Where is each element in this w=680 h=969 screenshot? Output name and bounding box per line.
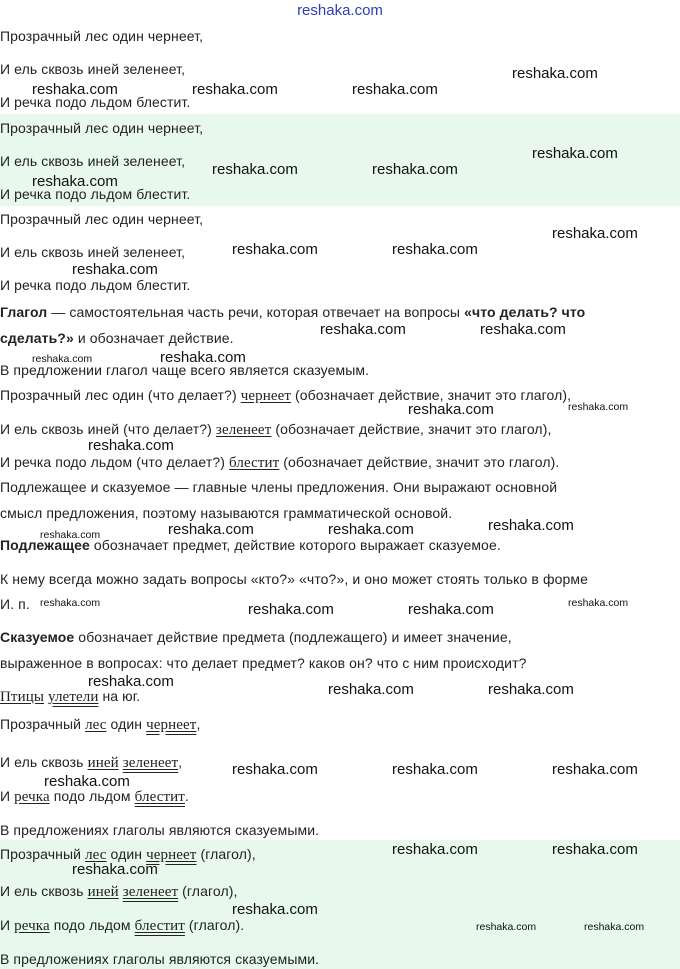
watermark: reshaka.com xyxy=(408,401,494,418)
watermark: reshaka.com xyxy=(552,761,638,778)
watermark: reshaka.com xyxy=(488,517,574,534)
predicate-term: Сказуемое xyxy=(0,629,75,645)
watermark: reshaka.com xyxy=(408,601,494,618)
poem-line: И речка подо льдом блестит. xyxy=(0,186,191,202)
watermark: reshaka.com xyxy=(320,321,406,338)
subject-word: лес xyxy=(85,847,107,863)
watermark: reshaka.com xyxy=(212,161,298,178)
verb-word: зеленеет xyxy=(215,422,272,438)
watermark: reshaka.com xyxy=(512,65,598,82)
watermark: reshaka.com xyxy=(584,921,645,933)
poem-line: И ель сквозь иней зеленеет, xyxy=(0,244,186,260)
watermark: reshaka.com xyxy=(392,761,478,778)
subject-word: Птицы xyxy=(0,689,45,705)
poem-line: И речка подо льдом блестит. xyxy=(0,277,191,293)
watermark: reshaka.com xyxy=(232,241,318,258)
word: И ель сквозь xyxy=(0,883,88,899)
watermark: reshaka.com xyxy=(232,761,318,778)
watermark: reshaka.com xyxy=(40,529,101,541)
subject-term: Подлежащее xyxy=(0,537,90,553)
poem-line: Прозрачный лес один чернеет, xyxy=(0,28,204,44)
poem-line: И речка подо льдом блестит. xyxy=(0,94,191,110)
analysis-line xyxy=(0,421,551,438)
example-sentence xyxy=(0,688,140,705)
analysis-text: (обозначает действие, значит это глагол). xyxy=(279,454,560,470)
predicate-word: улетели xyxy=(48,689,99,705)
verb-def-text: и обозначает действие. xyxy=(73,330,234,346)
word: Прозрачный xyxy=(0,846,86,862)
conclusion: В предложениях глаголы являются сказуемыми. xyxy=(0,822,320,838)
predicate-word: зеленеет xyxy=(122,755,179,771)
watermark: reshaka.com xyxy=(392,841,478,858)
verb-word: чернеет xyxy=(240,388,292,404)
watermark: reshaka.com xyxy=(488,681,574,698)
conclusion: В предложениях глаголы являются сказуемыми. xyxy=(0,951,320,967)
verb-definition-cont xyxy=(0,330,234,346)
watermark: reshaka.com xyxy=(328,521,414,538)
predicate-note: В предложении глагол чаще всего является сказуемым. xyxy=(0,362,370,378)
watermark: reshaka.com xyxy=(32,353,93,365)
word: И ель сквозь xyxy=(0,754,88,770)
verb-questions: сделать?» xyxy=(0,330,74,346)
watermark: reshaka.com xyxy=(476,921,537,933)
watermark: reshaka.com xyxy=(552,225,638,242)
predicate-word: зеленеет xyxy=(122,884,179,900)
watermark: reshaka.com xyxy=(72,261,158,278)
word: И xyxy=(0,917,15,933)
subject-word: речка xyxy=(14,918,50,934)
watermark: reshaka.com xyxy=(32,173,118,190)
verb-def-text: — самостоятельная часть речи, которая отвечает на вопросы xyxy=(47,304,465,320)
verb-term: Глагол xyxy=(0,304,48,320)
word: один xyxy=(106,716,147,732)
watermark: reshaka.com xyxy=(44,773,130,790)
watermark: reshaka.com xyxy=(568,401,629,413)
analysis-text: Прозрачный лес один (что делает?) xyxy=(0,387,241,403)
verb-questions: «что делать? что xyxy=(464,304,586,320)
analysis-text: И ель сквозь иней (что делает?) xyxy=(0,421,216,437)
watermark: reshaka.com xyxy=(160,349,246,366)
predicate-word: блестит xyxy=(134,918,185,934)
punct: , xyxy=(196,716,201,732)
glagol-note: (глагол), xyxy=(178,883,238,899)
predicate-def-text: обозначает действие предмета (подлежащего) и имеет значение, xyxy=(74,629,512,645)
word: Прозрачный xyxy=(0,716,86,732)
poem-line: Прозрачный лес один чернеет, xyxy=(0,120,204,136)
watermark: reshaka.com xyxy=(88,673,174,690)
subject-questions: И. п. xyxy=(0,596,30,612)
subject-word: иней xyxy=(87,755,119,771)
watermark: reshaka.com xyxy=(232,901,318,918)
poem-line: И ель сквозь иней зеленеет, xyxy=(0,61,186,77)
predicate-definition: выраженное в вопросах: что делает предмет? каков он? что с ним происходит? xyxy=(0,655,527,671)
watermark: reshaka.com xyxy=(248,601,334,618)
poem-line: Прозрачный лес один чернеет, xyxy=(0,211,204,227)
analysis-text: (обозначает действие, значит это глагол), xyxy=(271,421,552,437)
watermark: reshaka.com xyxy=(32,81,118,98)
parsed-line xyxy=(0,917,244,934)
watermark: reshaka.com xyxy=(168,521,254,538)
parsed-line xyxy=(0,788,189,805)
word: один xyxy=(106,846,147,862)
watermark: reshaka.com xyxy=(532,145,618,162)
main-members-text: Подлежащее и сказуемое — главные члены предложения. Они выражают основной xyxy=(0,479,558,495)
parsed-line xyxy=(0,883,237,900)
watermark: reshaka.com xyxy=(352,81,438,98)
punct: , xyxy=(178,754,183,770)
word: И xyxy=(0,788,15,804)
subject-word: иней xyxy=(87,884,119,900)
watermark: reshaka.com xyxy=(40,597,101,609)
poem-line: И ель сквозь иней зеленеет, xyxy=(0,153,186,169)
subject-word: речка xyxy=(14,789,50,805)
punct: . xyxy=(184,788,189,804)
watermark: reshaka.com xyxy=(72,861,158,878)
predicate-word: чернеет xyxy=(146,717,197,733)
watermark: reshaka.com xyxy=(372,161,458,178)
site-watermark: reshaka.com xyxy=(297,2,383,19)
analysis-line xyxy=(0,454,559,471)
watermark: reshaka.com xyxy=(568,597,629,609)
verb-word: блестит xyxy=(229,455,280,471)
word: подо льдом xyxy=(49,917,135,933)
predicate-word: блестит xyxy=(134,789,185,805)
analysis-text: И речка подо льдом (что делает?) xyxy=(0,454,230,470)
watermark: reshaka.com xyxy=(192,81,278,98)
watermark: reshaka.com xyxy=(480,321,566,338)
verb-definition xyxy=(0,304,585,320)
predicate-word: чернеет xyxy=(146,847,197,863)
main-members-text: смысл предложения, поэтому называются грамматической основой. xyxy=(0,505,453,521)
subject-word: лес xyxy=(85,717,107,733)
predicate-definition xyxy=(0,629,512,645)
subject-def-text: обозначает предмет, действие которого выражает сказуемое. xyxy=(89,537,501,553)
glagol-note: (глагол). xyxy=(184,917,245,933)
subject-questions: К нему всегда можно задать вопросы «кто?» «что?», и оно может стоять только в форме xyxy=(0,571,588,587)
watermark: reshaka.com xyxy=(328,681,414,698)
parsed-line xyxy=(0,716,200,733)
watermark: reshaka.com xyxy=(392,241,478,258)
word: подо льдом xyxy=(49,788,135,804)
parsed-line xyxy=(0,754,182,771)
watermark: reshaka.com xyxy=(88,437,174,454)
analysis-text: (обозначает действие, значит это глагол), xyxy=(291,387,572,403)
watermark: reshaka.com xyxy=(552,841,638,858)
glagol-note: (глагол), xyxy=(196,846,256,862)
example-rest: на юг. xyxy=(98,688,141,704)
